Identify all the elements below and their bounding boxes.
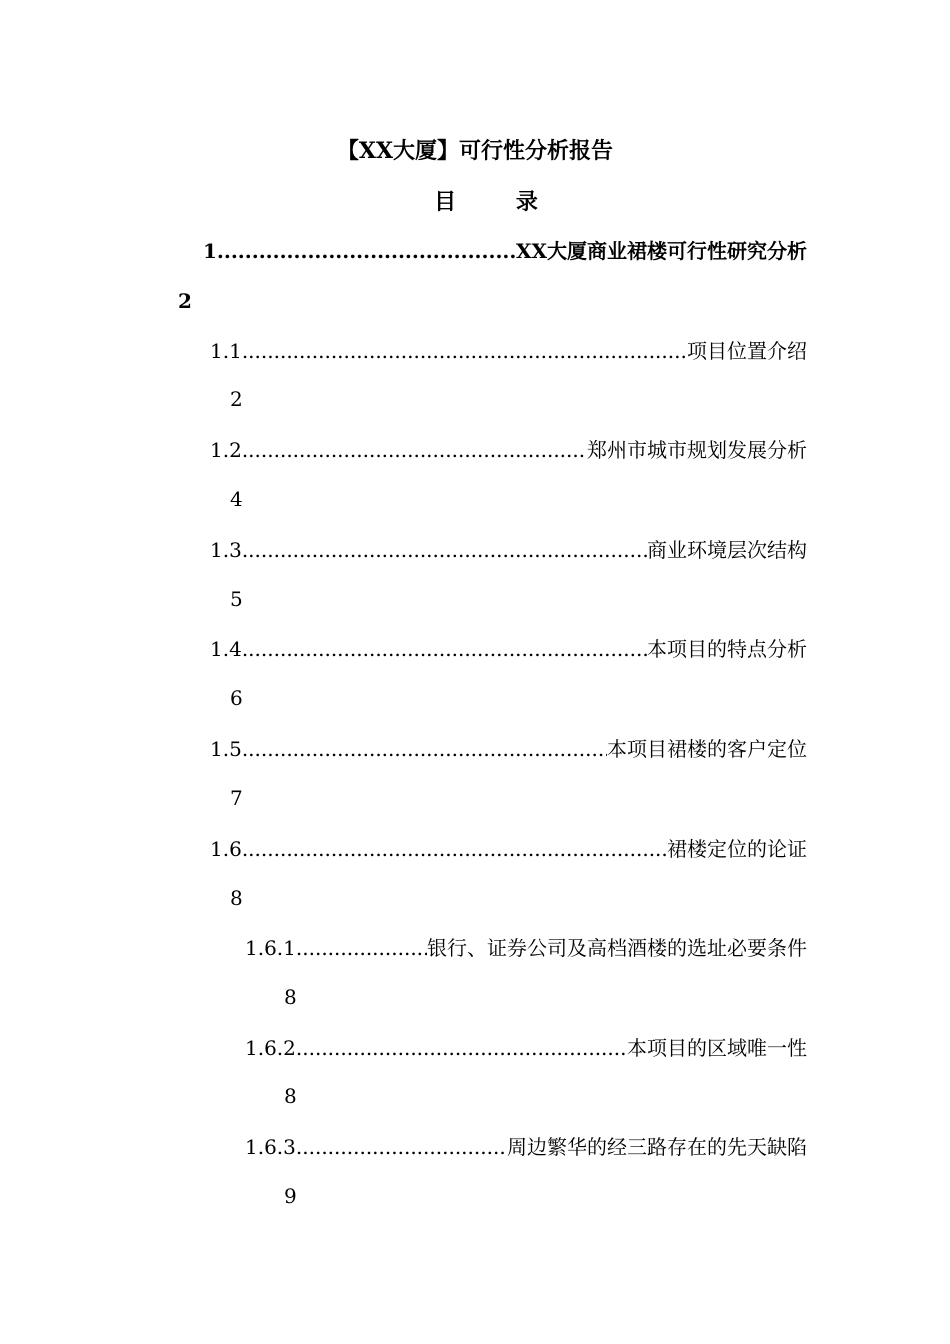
toc-dot-leader [296,1033,627,1063]
toc-entry-page: 8 [284,1084,297,1108]
toc-dot-leader [296,933,427,963]
toc-entry-page: 2 [178,289,192,313]
toc-entry-page: 5 [230,587,243,611]
toc-entry[interactable] [210,535,807,565]
toc-entry-number: 1.6 [210,837,242,861]
toc-dot-leader [242,634,647,664]
toc-entry-page: 4 [230,487,243,511]
toc-entry-number: 1.5 [210,737,242,761]
toc-entry-text: 裙楼定位的论证 [667,837,807,861]
toc-entry-page: 8 [230,886,243,910]
toc-dot-leader [296,1132,507,1162]
toc-entry-number: 1.4 [210,637,242,661]
toc-entry-text: XX大厦商业裙楼可行性研究分析 [515,239,807,263]
toc-entry-page: 8 [284,985,297,1009]
toc-entry-page: 7 [230,786,243,810]
toc-entry[interactable] [245,933,807,963]
document-title: 【XX大厦】可行性分析报告 [336,138,614,164]
toc-entry-text: 银行、证券公司及高档酒楼的选址必要条件 [427,936,807,960]
toc-entry[interactable] [210,435,807,465]
toc-entry-text: 商业环境层次结构 [647,538,807,562]
toc-entry-number: 1.6.1 [245,936,296,960]
toc-entry-text: 郑州市城市规划发展分析 [587,438,807,462]
toc-entry-number: 1 [203,239,217,263]
toc-entry-page: 9 [284,1184,297,1208]
toc-entry[interactable] [210,734,807,764]
toc-entry-page: 2 [230,387,243,411]
toc-entry-number: 1.6.3 [245,1135,296,1159]
toc-entry[interactable] [210,336,807,366]
toc-entry-number: 1.2 [210,438,242,462]
toc-entry-number: 1.6.2 [245,1036,296,1060]
toc-entry[interactable] [210,634,807,664]
toc-dot-leader [242,734,607,764]
toc-entry[interactable] [210,834,807,864]
toc-dot-leader [217,236,516,266]
toc-entry-number: 1.1 [210,339,242,363]
toc-entry-text: 本项目的区域唯一性 [627,1036,807,1060]
toc-dot-leader [242,435,587,465]
toc-dot-leader [242,336,687,366]
toc-entry[interactable] [245,1132,807,1162]
toc-entry[interactable] [245,1033,807,1063]
toc-entry-number: 1.3 [210,538,242,562]
toc-entry[interactable] [203,236,807,266]
toc-entry-text: 周边繁华的经三路存在的先天缺陷 [507,1135,807,1159]
toc-dot-leader [242,535,647,565]
toc-heading: 目 录 [434,189,564,215]
toc-dot-leader [242,834,667,864]
toc-entry-text: 本项目的特点分析 [647,637,807,661]
toc-entry-page: 6 [230,686,243,710]
toc-entry-text: 项目位置介绍 [687,339,807,363]
toc-entry-text: 本项目裙楼的客户定位 [607,737,807,761]
